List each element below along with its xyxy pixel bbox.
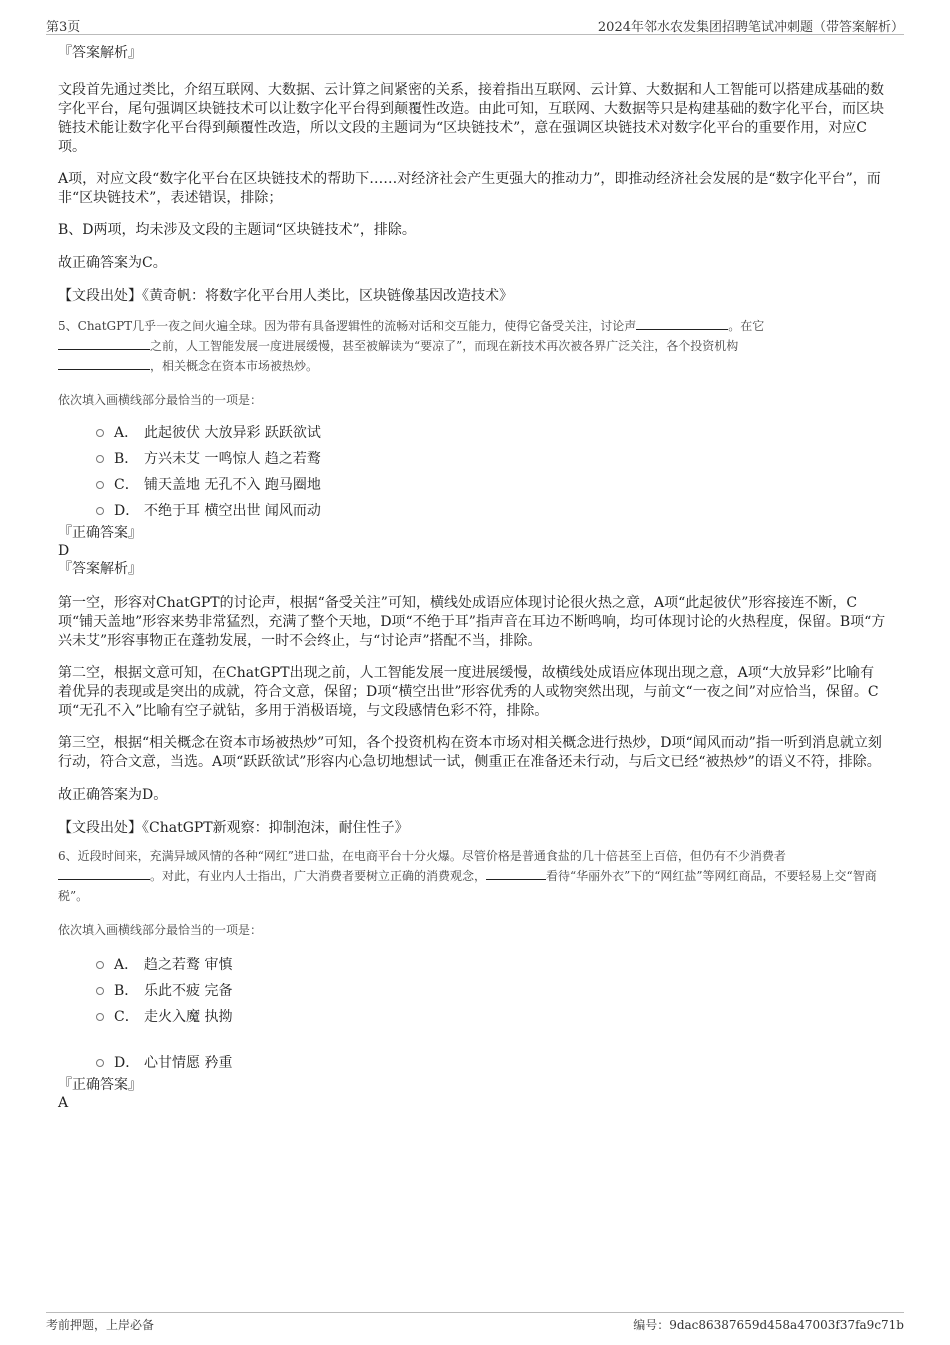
- option-b[interactable]: [96, 446, 888, 472]
- option-letter: A．: [114, 957, 139, 973]
- analysis-label: 『答案解析』: [58, 45, 142, 61]
- radio-icon[interactable]: [96, 961, 104, 969]
- document-title: 2024年邻水农发集团招聘笔试冲刺题（带答案解析）: [597, 20, 904, 35]
- page-header: [46, 14, 904, 35]
- question-prompt: 依次填入画横线部分最恰当的一项是：: [58, 923, 263, 937]
- option-text: 不绝于耳 横空出世 闻风而动: [144, 503, 321, 519]
- stem-text: 6、近段时间来，充满异域风情的各种“网红”进口盐，在电商平台十分火爆。尽管价格是普通食盐的几十倍甚至上百倍，但仍有不少消费者: [58, 849, 786, 863]
- analysis-paragraph: A项，对应文段“数字化平台在区块链技术的帮助下……对经济社会产生更强大的推动力”，即推动经济社会发展的是“数字化平台”，而非“区块链技术”，表述错误，排除；: [58, 171, 881, 206]
- radio-icon[interactable]: [96, 507, 104, 515]
- correct-answer-label: 『正确答案』: [58, 525, 142, 541]
- fill-blank: [636, 317, 728, 330]
- option-letter: C．: [114, 477, 139, 493]
- analysis-paragraph: 第二空，根据文意可知，在ChatGPT出现之前，人工智能发展一度进展缓慢，故横线处成语应体现出现之意，A项“大放异彩”比喻有着优异的表现或是突出的成就，符合文意，保留；D项“横空出世”形容优秀的人或物突然出现，与前文“一夜之间”对应恰当，保留。C项“无孔不入”比喻有空子就钻，多用于消极语境，与文段感情色彩不符，排除。: [58, 665, 879, 719]
- option-text: 方兴未艾 一鸣惊人 趋之若鹜: [144, 451, 321, 467]
- option-text: 趋之若鹜 审慎: [144, 957, 233, 973]
- question-6: [58, 846, 888, 1112]
- radio-icon[interactable]: [96, 481, 104, 489]
- radio-icon[interactable]: [96, 455, 104, 463]
- stem-text: 看待“华丽外衣”下的“网红盐”等网红商品，不要轻易上交“智商税”。: [58, 869, 877, 903]
- analysis-paragraph: 第三空，根据“相关概念在资本市场被热炒”可知，各个投资机构在资本市场对相关概念进行热炒，D项“闻风而动”指一听到消息就立刻行动，符合文意，当选。A项“跃跃欲试”形容内心急切地想试一试，侧重正在准备还未行动，与后文已经“被热炒”的语义不符，排除。: [58, 735, 882, 770]
- options-list: [96, 420, 888, 524]
- page-footer: [46, 1312, 904, 1335]
- radio-icon[interactable]: [96, 429, 104, 437]
- options-list: [96, 952, 888, 1076]
- fill-blank: [58, 867, 150, 880]
- option-b[interactable]: [96, 978, 888, 1004]
- radio-icon[interactable]: [96, 1013, 104, 1021]
- option-c[interactable]: [96, 1004, 888, 1030]
- option-a[interactable]: [96, 952, 888, 978]
- analysis-label: 『答案解析』: [58, 561, 142, 577]
- option-text: 铺天盖地 无孔不入 跑马圈地: [144, 477, 321, 493]
- stem-text: 5、ChatGPT几乎一夜之间火遍全球。因为带有具备逻辑性的流畅对话和交互能力，使得它备受关注，讨论声: [58, 319, 637, 333]
- option-letter: B．: [114, 451, 139, 467]
- question-stem: [58, 846, 888, 906]
- document-id: 编号：9dac86387659d458a47003f37fa9c71b: [633, 1318, 904, 1332]
- radio-icon[interactable]: [96, 1059, 104, 1067]
- correct-answer: D: [58, 543, 70, 559]
- stem-text: 。在它: [728, 319, 765, 333]
- source-citation: 【文段出处】《ChatGPT新观察：抑制泡沫，耐住性子》: [58, 820, 409, 836]
- radio-icon[interactable]: [96, 987, 104, 995]
- analysis-paragraph: B、D两项，均未涉及文段的主题词“区块链技术”，排除。: [58, 222, 416, 238]
- question-5: [58, 316, 888, 838]
- option-text: 走火入魔 执拗: [144, 1009, 233, 1025]
- footer-slogan: 考前押题，上岸必备: [46, 1318, 155, 1332]
- option-letter: A．: [114, 425, 139, 441]
- analysis-paragraph: 第一空，形容对ChatGPT的讨论声，根据“备受关注”可知，横线处成语应体现讨论很火热之意，A项“此起彼伏”形容接连不断，C项“铺天盖地”形容来势非常猛烈，充满了整个天地，D项“不绝于耳”指声音在耳边不断鸣响，均可体现讨论的火热程度，保留。B项“方兴未艾”形容事物正在蓬勃发展，一时不会终止，与“讨论声”搭配不当，排除。: [58, 595, 886, 649]
- question-stem: [58, 316, 888, 376]
- fill-blank: [58, 337, 150, 350]
- question-prompt: 依次填入画横线部分最恰当的一项是：: [58, 393, 263, 407]
- option-d[interactable]: [96, 498, 888, 524]
- option-a[interactable]: [96, 420, 888, 446]
- option-letter: D．: [114, 503, 140, 519]
- page-content: [58, 44, 888, 1112]
- option-letter: C．: [114, 1009, 139, 1025]
- option-letter: D．: [114, 1055, 140, 1071]
- source-citation: 【文段出处】《黄奇帆：将数字化平台用人类比，区块链像基因改造技术》: [58, 288, 513, 304]
- stem-text: ，相关概念在资本市场被热炒。: [150, 359, 319, 373]
- correct-answer: A: [58, 1095, 69, 1111]
- correct-answer-label: 『正确答案』: [58, 1077, 142, 1093]
- analysis-paragraph: 文段首先通过类比，介绍互联网、大数据、云计算之间紧密的关系，接着指出互联网、云计算、大数据和人工智能可以搭建成基础的数字化平台，尾句强调区块链技术可以让数字化平台得到颠覆性改造。由此可知，互联网、大数据等只是构建基础的数字化平台，而区块链技术能让数字化平台得到颠覆性改造，所以文段的主题词为“区块链技术”，意在强调区块链技术对数字化平台的重要作用，对应C项。: [58, 82, 884, 155]
- stem-text: 。对此，有业内人士指出，广大消费者要树立正确的消费观念，: [150, 869, 487, 883]
- option-text: 心甘情愿 矜重: [144, 1055, 233, 1071]
- option-d[interactable]: [96, 1050, 888, 1076]
- page-number: 第3页: [46, 20, 81, 35]
- option-c[interactable]: [96, 472, 888, 498]
- answer-conclusion: 故正确答案为D。: [58, 787, 168, 803]
- option-text: 乐此不疲 完备: [144, 983, 233, 999]
- fill-blank: [58, 357, 150, 370]
- fill-blank: [486, 867, 546, 880]
- option-text: 此起彼伏 大放异彩 跃跃欲试: [144, 425, 321, 441]
- stem-text: 之前，人工智能发展一度进展缓慢，甚至被解读为“要凉了”，而现在新技术再次被各界广泛关注，各个投资机构: [150, 339, 739, 353]
- answer-conclusion: 故正确答案为C。: [58, 255, 167, 271]
- option-letter: B．: [114, 983, 139, 999]
